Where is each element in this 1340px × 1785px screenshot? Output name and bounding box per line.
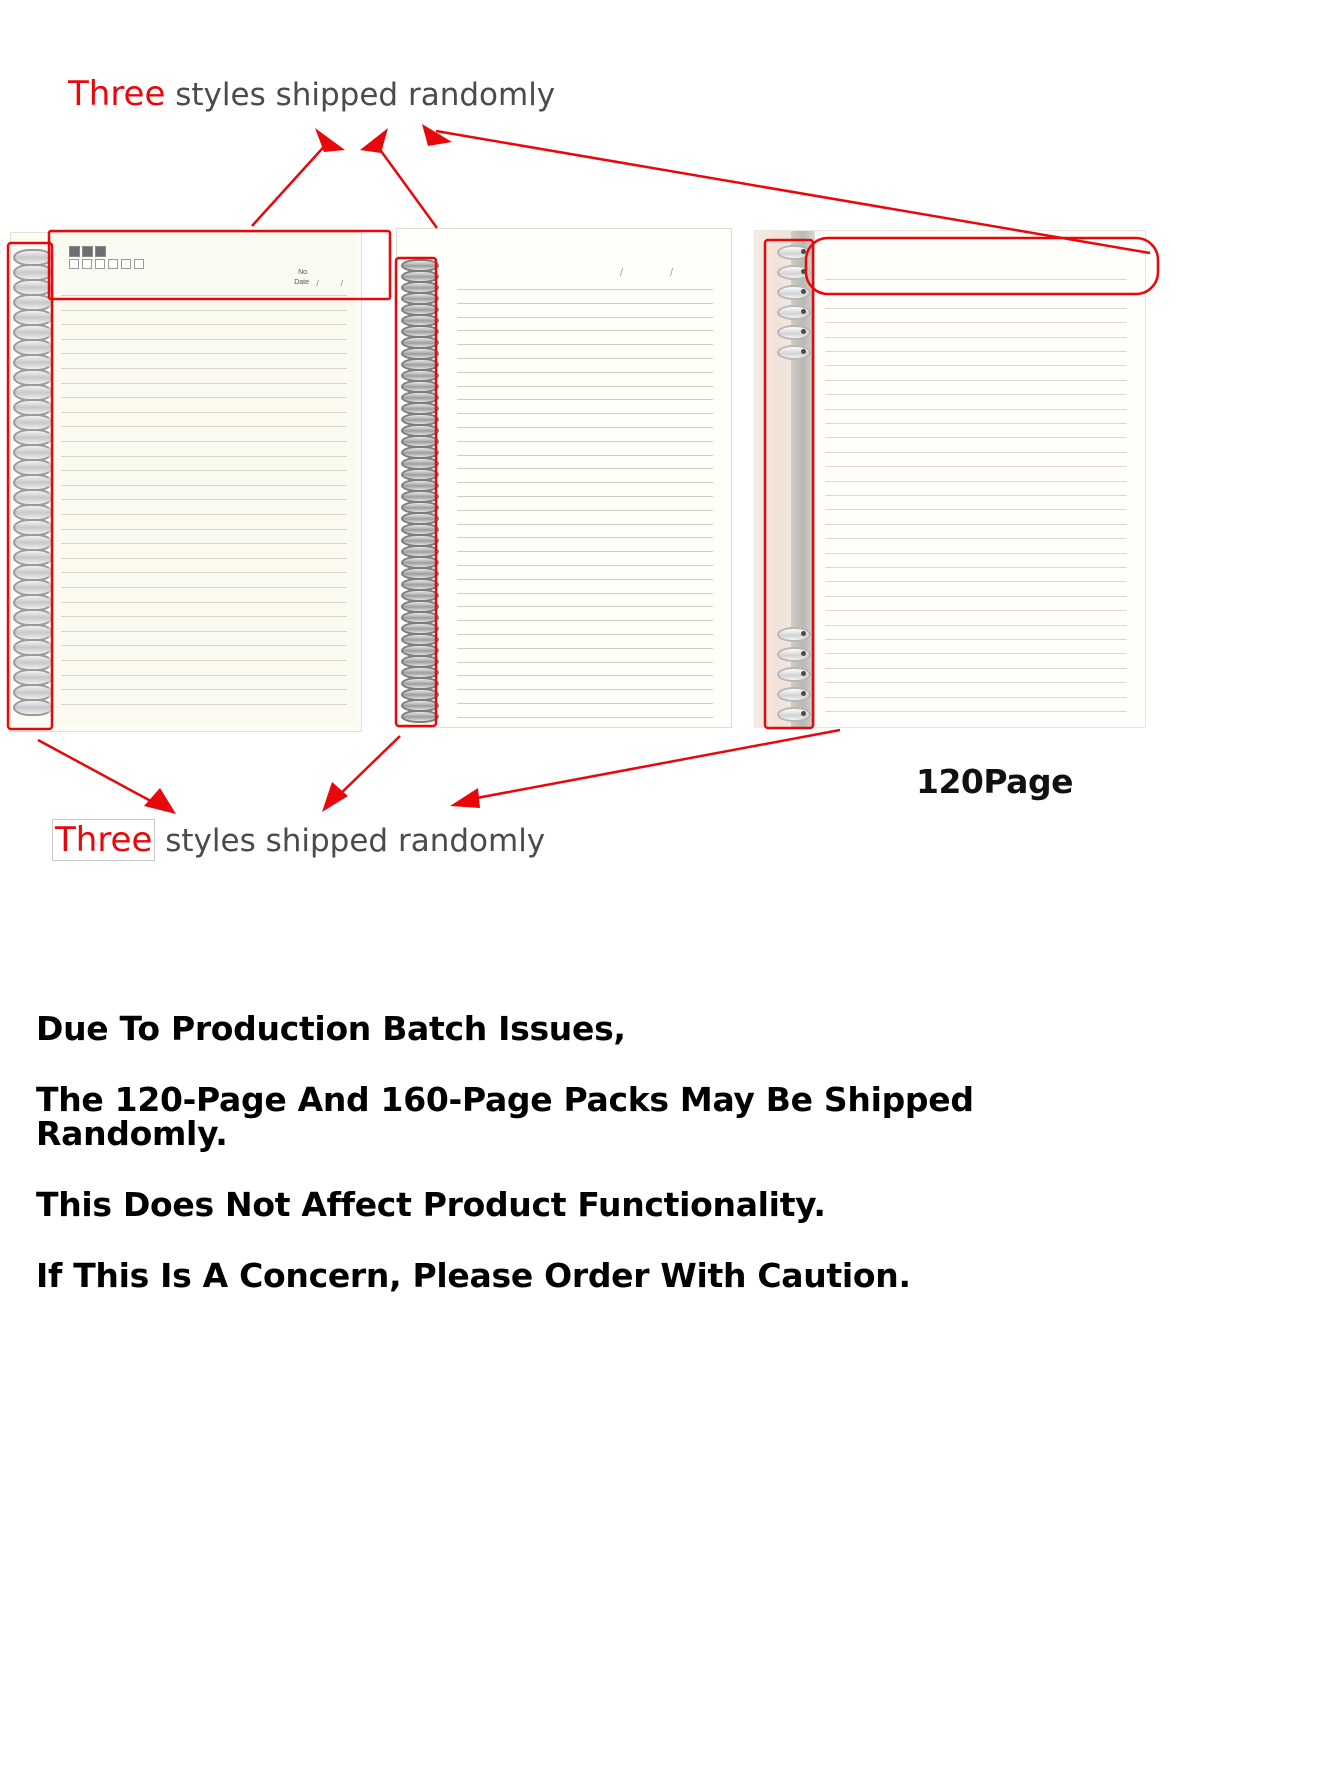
rule-line (825, 596, 1127, 597)
notebook-1-paper (53, 233, 355, 725)
arrow-head-bottom-1 (144, 788, 176, 814)
arrow-line-bottom-3 (466, 730, 840, 800)
rule-line (61, 456, 347, 457)
notebook-2-paper (443, 229, 727, 723)
rule-line (61, 441, 347, 442)
binder-ring (777, 245, 811, 260)
annotation-bottom (52, 820, 545, 860)
rule-line (61, 645, 347, 646)
rule-line (457, 455, 713, 456)
rule-line (825, 639, 1127, 640)
rule-line (457, 289, 713, 290)
arrow-line-bottom-1 (38, 740, 160, 806)
rule-line (61, 514, 347, 515)
rule-line (825, 452, 1127, 453)
rule-line (457, 565, 713, 566)
rule-line (61, 397, 347, 398)
rule-line (825, 668, 1127, 669)
rule-line (61, 558, 347, 559)
rule-line (61, 368, 347, 369)
arrow-line-top-1 (252, 140, 330, 226)
notice-line-2: The 120-Page And 160-Page Packs May Be Shipped Randomly. (36, 1079, 974, 1154)
rule-line (825, 682, 1127, 683)
rule-line (61, 572, 347, 573)
binder-ring (777, 265, 811, 280)
rule-line (61, 310, 347, 311)
rule-line (825, 380, 1127, 381)
notebook-style-3 (754, 230, 1146, 728)
rule-line (825, 437, 1127, 438)
notice-line-4: If This Is A Concern, Please Order With Caution. (36, 1255, 911, 1295)
rule-line (825, 524, 1127, 525)
notice-block (36, 1009, 1166, 1329)
arrow-head-bottom-3 (450, 788, 480, 808)
rule-line (457, 303, 713, 304)
binder-ring (777, 667, 811, 682)
rule-line (825, 553, 1127, 554)
rule-line (825, 351, 1127, 352)
notebook-1-no-label: No. (298, 269, 309, 276)
notebook-1-date-label: Date (294, 279, 309, 286)
arrow-head-top-1 (315, 128, 345, 152)
rule-line (61, 499, 347, 500)
rule-line (825, 337, 1127, 338)
annotation-top (68, 74, 555, 114)
rule-line (825, 653, 1127, 654)
rule-line (457, 634, 713, 635)
rule-line (457, 386, 713, 387)
rule-line (457, 537, 713, 538)
rule-line (457, 675, 713, 676)
rule-line (457, 524, 713, 525)
notebook-style-1 (10, 232, 362, 732)
rule-line (457, 689, 713, 690)
notice-line-1: Due To Production Batch Issues, (36, 1009, 626, 1048)
rule-line (61, 353, 347, 354)
binder-ring (777, 687, 811, 702)
spiral-coil (401, 710, 439, 723)
rule-line (61, 412, 347, 413)
annotation-top-red: Three (68, 74, 166, 114)
box-icon (108, 259, 118, 269)
rule-line (825, 581, 1127, 582)
rule-line (61, 339, 347, 340)
rule-line (825, 466, 1127, 467)
binder-ring-dot (801, 249, 806, 254)
rule-line (61, 295, 347, 296)
rule-line (825, 409, 1127, 410)
rule-line (457, 468, 713, 469)
rule-line (825, 495, 1127, 496)
rule-line (825, 279, 1127, 280)
binder-ring (777, 707, 811, 722)
rule-line (457, 372, 713, 373)
binder-ring (777, 627, 811, 642)
rule-line (457, 606, 713, 607)
rule-line (457, 358, 713, 359)
notebook-2-spiral-binding (401, 259, 437, 717)
rule-line (825, 481, 1127, 482)
grid-icon (69, 246, 80, 257)
rule-line (457, 717, 713, 718)
rule-line (825, 322, 1127, 323)
arrow-head-top-2 (360, 128, 388, 153)
rule-line (457, 551, 713, 552)
box-icon (134, 259, 144, 269)
notebook-style-2 (396, 228, 732, 728)
box-icon (69, 259, 79, 269)
notebook-1-header-icon-row-2 (69, 259, 144, 269)
box-icon (95, 259, 105, 269)
arrow-line-bottom-2 (334, 736, 400, 800)
rule-line (457, 441, 713, 442)
binder-ring (777, 285, 811, 300)
binder-ring-dot (801, 349, 806, 354)
rule-line (457, 413, 713, 414)
rule-line (61, 426, 347, 427)
rule-line (825, 308, 1127, 309)
binder-ring-dot (801, 269, 806, 274)
box-icon (121, 259, 131, 269)
rule-line (61, 675, 347, 676)
rule-line (61, 631, 347, 632)
annotation-bottom-red: Three (52, 819, 155, 861)
binder-ring-dot (801, 309, 806, 314)
binder-ring (777, 325, 811, 340)
binder-ring-dot (801, 289, 806, 294)
arrow-line-top-2 (373, 140, 437, 228)
book-icon (82, 246, 93, 257)
arrow-head-bottom-2 (322, 782, 348, 812)
pen-icon (95, 246, 106, 257)
rule-line (825, 538, 1127, 539)
rule-line (457, 620, 713, 621)
annotation-bottom-gray: styles shipped randomly (155, 823, 546, 859)
rule-line (61, 587, 347, 588)
binder-ring (777, 647, 811, 662)
notebook-1-date-slashes: / / (316, 279, 353, 288)
rule-line (457, 330, 713, 331)
binder-ring (777, 345, 811, 360)
rule-line (457, 579, 713, 580)
rule-line (825, 567, 1127, 568)
box-icon (82, 259, 92, 269)
binder-ring-dot (801, 631, 806, 636)
notebook-3-paper (815, 233, 1143, 725)
rule-line (825, 293, 1127, 294)
rule-line (457, 593, 713, 594)
notebook-1-spiral-binding (13, 249, 51, 715)
binder-ring-dot (801, 651, 806, 656)
rule-line (825, 423, 1127, 424)
rule-line (61, 660, 347, 661)
page-count-label: 120Page (916, 762, 1073, 801)
rule-line (825, 711, 1127, 712)
rule-line (825, 610, 1127, 611)
binder-ring-dot (801, 691, 806, 696)
rule-line (457, 344, 713, 345)
binder-ring-dot (801, 329, 806, 334)
rule-line (825, 625, 1127, 626)
rule-line (457, 427, 713, 428)
rule-line (825, 697, 1127, 698)
notice-line-3: This Does Not Affect Product Functionality. (36, 1184, 826, 1224)
annotation-top-gray: styles shipped randomly (165, 77, 556, 113)
rule-line (61, 470, 347, 471)
rule-line (61, 689, 347, 690)
rule-line (61, 602, 347, 603)
rule-line (457, 648, 713, 649)
rule-line (61, 485, 347, 486)
binder-ring-dot (801, 711, 806, 716)
spiral-coil (13, 699, 53, 716)
rule-line (61, 543, 347, 544)
rule-line (61, 704, 347, 705)
rule-line (457, 317, 713, 318)
rule-line (457, 703, 713, 704)
notebook-1-header-icon-row (69, 246, 106, 257)
arrow-head-top-3 (422, 124, 452, 146)
notebook-2-date-slashes: / / (619, 267, 695, 279)
binder-ring-dot (801, 671, 806, 676)
rule-line (457, 662, 713, 663)
rule-line (825, 394, 1127, 395)
rule-line (825, 365, 1127, 366)
rule-line (61, 616, 347, 617)
rule-line (457, 399, 713, 400)
rule-line (825, 509, 1127, 510)
rule-line (61, 383, 347, 384)
rule-line (457, 482, 713, 483)
rule-line (61, 324, 347, 325)
rule-line (61, 529, 347, 530)
rule-line (457, 510, 713, 511)
binder-ring (777, 305, 811, 320)
rule-line (457, 496, 713, 497)
